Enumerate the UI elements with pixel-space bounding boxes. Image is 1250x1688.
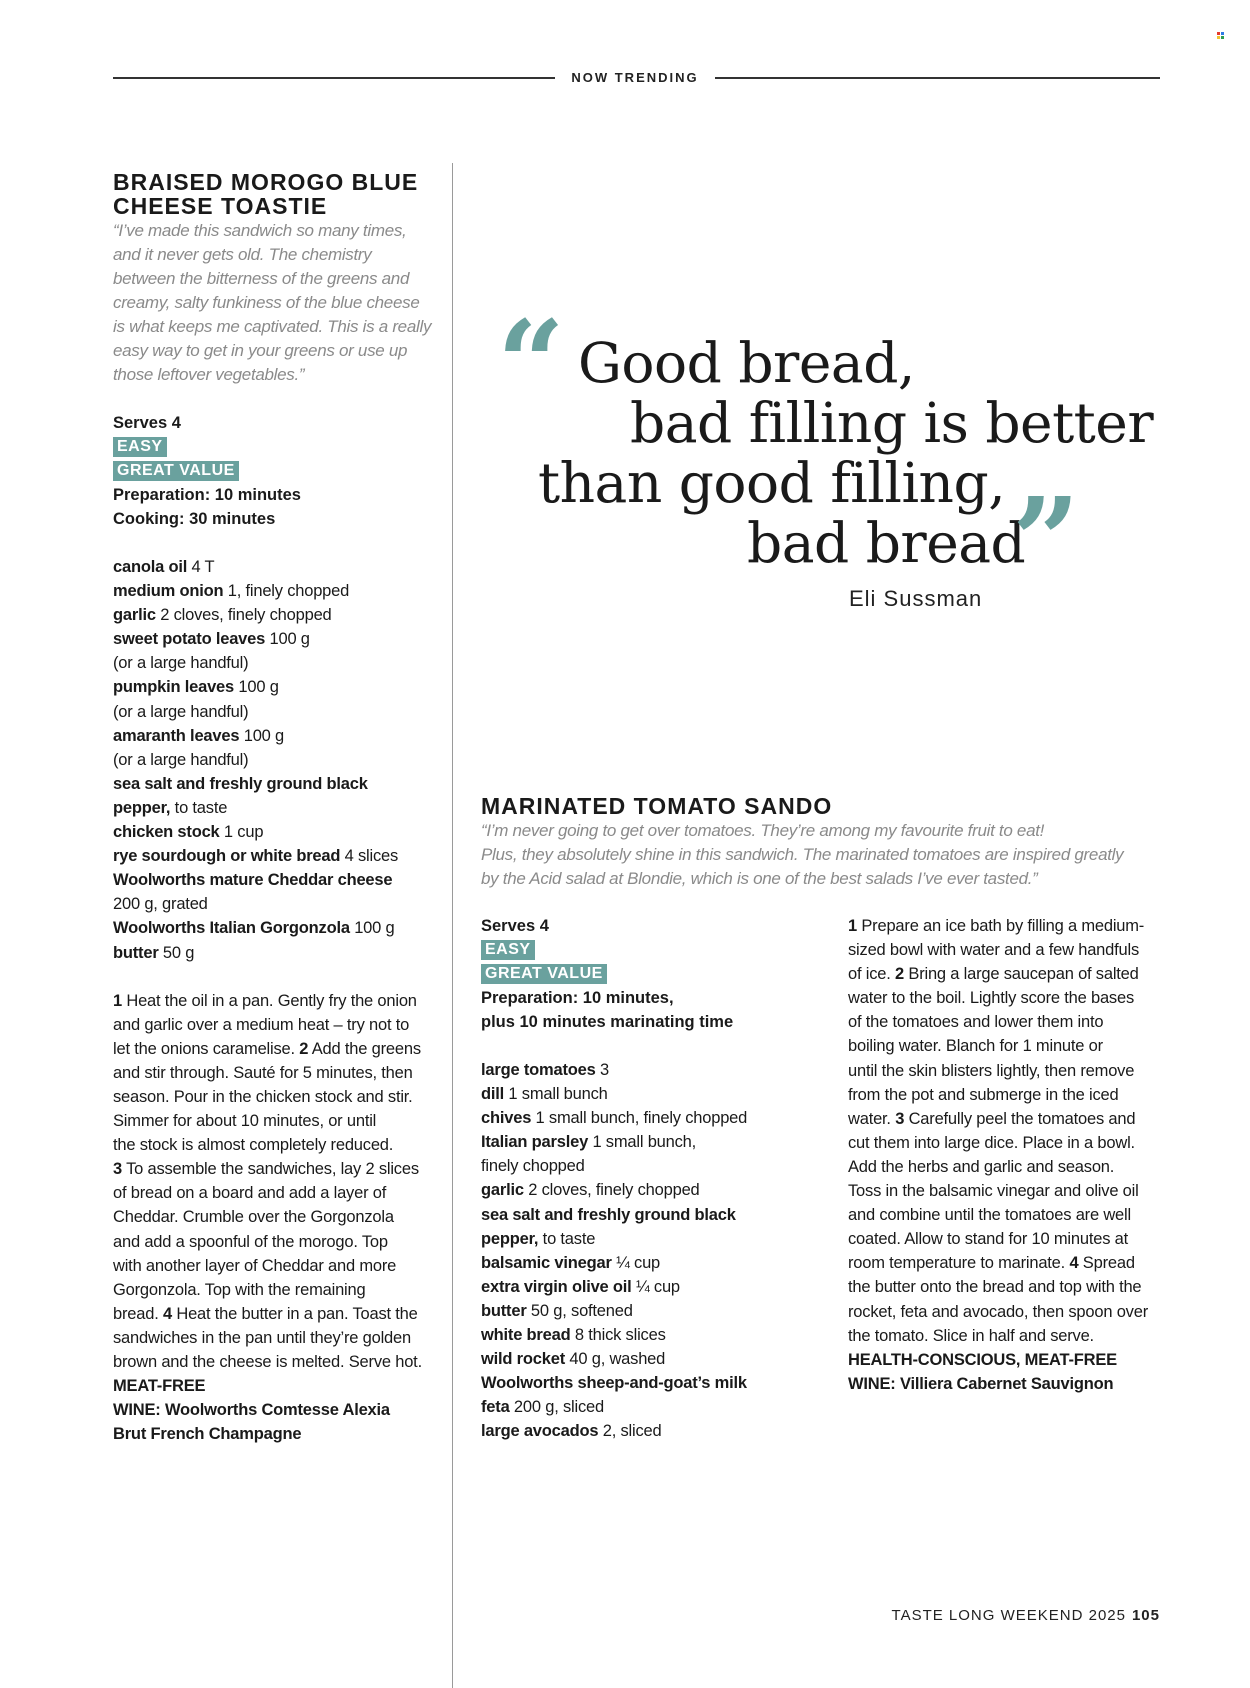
ingredient-line: pumpkin leaves 100 g: [113, 678, 279, 697]
section-label: NOW TRENDING: [571, 70, 699, 85]
ingredient-line: large tomatoes 3: [481, 1061, 609, 1079]
ingredient-line: large avocados 2, sliced: [481, 1422, 662, 1441]
preparation-time: Preparation: 10 minutes: [113, 486, 301, 504]
ingredient-line: medium onion 1, finely chopped: [113, 582, 350, 601]
ingredient-line: sea salt and freshly ground black: [113, 774, 368, 793]
ingredient-line: feta 200 g, sliced: [481, 1398, 604, 1417]
page-number: 105: [1131, 1607, 1160, 1624]
diet-tag: HEALTH-CONSCIOUS, MEAT-FREE: [848, 1350, 1117, 1369]
intro-line: creamy, salty funkiness of the blue cheese: [113, 293, 420, 312]
ingredient-line: extra virgin olive oil ¼ cup: [481, 1277, 680, 1296]
ingredient-line: dill 1 small bunch: [481, 1085, 608, 1104]
value-badge: GREAT VALUE: [481, 964, 607, 984]
method-line: water. 3 Carefully peel the tomatoes and: [848, 1109, 1136, 1128]
recipe-2-meta: [481, 914, 821, 1034]
value-badge: GREAT VALUE: [113, 461, 239, 481]
difficulty-badge: EASY: [481, 940, 535, 960]
intro-line: “I’m never going to get over tomatoes. They’re among my favourite fruit to eat!: [481, 821, 1045, 840]
ingredient-line: 200 g, grated: [113, 895, 208, 914]
quote-line-1: Good bread,: [578, 331, 915, 395]
difficulty-badge: EASY: [113, 437, 167, 457]
ingredient-line: pepper, to taste: [113, 798, 228, 817]
ingredient-line: (or a large handful): [113, 654, 249, 673]
method-line: 1 Prepare an ice bath by filling a medium-: [848, 917, 1145, 935]
ingredient-line: balsamic vinegar ¼ cup: [481, 1253, 661, 1272]
ingredient-line: amaranth leaves 100 g: [113, 726, 285, 745]
recipe-2-method: [848, 914, 1178, 1396]
intro-line: between the bitterness of the greens and: [113, 269, 410, 288]
intro-line: and it never gets old. The chemistry: [113, 245, 372, 264]
method-line: until the skin blisters lightly, then remove: [848, 1061, 1135, 1080]
recipe-2-intro: [481, 819, 1171, 891]
serves: Serves 4: [481, 917, 549, 935]
method-line: and garlic over a medium heat – try not to: [113, 1015, 410, 1034]
wine-pairing: WINE: Villiera Cabernet Sauvignon: [848, 1374, 1114, 1393]
recipe-2: [481, 794, 1171, 891]
method-line: and stir through. Sauté for 5 minutes, then: [113, 1063, 413, 1082]
method-line: Toss in the balsamic vinegar and olive oil: [848, 1182, 1139, 1201]
preparation-time-extra: plus 10 minutes marinating time: [481, 1013, 734, 1031]
ingredient-line: garlic 2 cloves, finely chopped: [481, 1181, 700, 1200]
method-line: the tomato. Slice in half and serve.: [848, 1326, 1094, 1345]
close-quote-icon: ”: [1012, 471, 1080, 610]
ingredient-line: white bread 8 thick slices: [481, 1326, 666, 1345]
ingredient-line: Woolworths sheep-and-goat’s milk: [481, 1374, 747, 1393]
open-quote-icon: “: [497, 294, 565, 433]
recipe-2-title: MARINATED TOMATO SANDO: [481, 793, 833, 819]
preparation-time: Preparation: 10 minutes,: [481, 989, 674, 1007]
ingredient-line: butter 50 g, softened: [481, 1301, 633, 1320]
header-rule-left: [113, 77, 555, 79]
recipe-1: [113, 170, 433, 1446]
method-line: bread. 4 Heat the butter in a pan. Toast the: [113, 1304, 418, 1323]
method-line: Cheddar. Crumble over the Gorgonzola: [113, 1208, 394, 1227]
ingredient-line: wild rocket 40 g, washed: [481, 1350, 666, 1369]
column-divider: [452, 163, 453, 1688]
quote-line-3: than good filling,: [538, 451, 1006, 515]
method-line: Gorgonzola. Top with the remaining: [113, 1280, 366, 1299]
diet-tag: MEAT-FREE: [113, 1377, 206, 1396]
ingredient-line: butter 50 g: [113, 943, 195, 962]
method-line: water to the boil. Lightly score the bases: [848, 989, 1135, 1008]
method-line: 3 To assemble the sandwiches, lay 2 slices: [113, 1160, 419, 1179]
method-line: of bread on a board and add a layer of: [113, 1184, 387, 1203]
method-line: sandwiches in the pan until they’re golden: [113, 1328, 411, 1347]
intro-line: those leftover vegetables.”: [113, 365, 305, 384]
method-line: rocket, feta and avocado, then spoon over: [848, 1302, 1149, 1321]
method-line: Simmer for about 10 minutes, or until: [113, 1112, 377, 1131]
serves: Serves 4: [113, 414, 181, 432]
method-line: and combine until the tomatoes are well: [848, 1206, 1131, 1225]
ingredient-line: chives 1 small bunch, finely chopped: [481, 1109, 748, 1128]
recipe-1-intro: [113, 219, 433, 387]
publication-name: TASTE LONG WEEKEND 2025: [891, 1607, 1126, 1624]
header-rule-right: [715, 77, 1160, 79]
ingredient-line: garlic 2 cloves, finely chopped: [113, 606, 332, 625]
ingredient-line: finely chopped: [481, 1157, 585, 1176]
quote-author: Eli Sussman: [849, 586, 983, 611]
method-line: season. Pour in the chicken stock and stir.: [113, 1087, 413, 1106]
intro-line: “I’ve made this sandwich so many times,: [113, 221, 407, 240]
ingredient-line: sea salt and freshly ground black: [481, 1205, 736, 1224]
ingredient-line: Woolworths mature Cheddar cheese: [113, 871, 393, 890]
ingredient-line: Italian parsley 1 small bunch,: [481, 1133, 697, 1152]
method-line: boiling water. Blanch for 1 minute or: [848, 1037, 1103, 1056]
method-line: from the pot and submerge in the iced: [848, 1085, 1119, 1104]
method-line: cut them into large dice. Place in a bowl.: [848, 1133, 1135, 1152]
method-line: sized bowl with water and a few handfuls: [848, 941, 1139, 960]
quote-line-2: bad filling is better: [630, 391, 1154, 455]
ingredient-line: (or a large handful): [113, 702, 249, 721]
recipe-1-title-line1: BRAISED MOROGO BLUE: [113, 169, 419, 195]
method-line: with another layer of Cheddar and more: [113, 1256, 397, 1275]
method-line: 1 Heat the oil in a pan. Gently fry the onion: [113, 991, 417, 1010]
intro-line: is what keeps me captivated. This is a really: [113, 317, 432, 336]
cooking-time: Cooking: 30 minutes: [113, 510, 276, 528]
wine-pairing-line2: Brut French Champagne: [113, 1425, 302, 1444]
recipe-2-left-column: [481, 914, 821, 1444]
page-footer: [892, 1607, 1160, 1624]
recipe-1-method: [113, 989, 433, 1447]
print-color-mark: [1217, 32, 1224, 39]
intro-line: Plus, they absolutely shine in this sandwich. The marinated tomatoes are inspired greatly: [481, 845, 1124, 864]
method-line: of the tomatoes and lower them into: [848, 1013, 1104, 1032]
recipe-1-ingredients: [113, 555, 433, 965]
intro-line: easy way to get in your greens or use up: [113, 341, 408, 360]
method-line: coated. Allow to stand for 10 minutes at: [848, 1230, 1129, 1249]
method-line: let the onions caramelise. 2 Add the greens: [113, 1039, 421, 1058]
ingredient-line: rye sourdough or white bread 4 slices: [113, 847, 399, 866]
recipe-1-title-line2: CHEESE TOASTIE: [113, 193, 328, 219]
wine-pairing-line1: WINE: Woolworths Comtesse Alexia: [113, 1401, 390, 1420]
method-line: Add the herbs and garlic and season.: [848, 1157, 1115, 1176]
ingredient-line: chicken stock 1 cup: [113, 823, 264, 842]
ingredient-line: (or a large handful): [113, 750, 249, 769]
recipe-2-ingredients: [481, 1058, 821, 1444]
ingredient-line: Woolworths Italian Gorgonzola 100 g: [113, 919, 395, 938]
recipe-1-title: [113, 170, 433, 218]
intro-line: by the Acid salad at Blondie, which is one of the best salads I’ve ever tasted.”: [481, 869, 1038, 888]
ingredient-line: canola oil 4 T: [113, 558, 215, 576]
method-line: the stock is almost completely reduced.: [113, 1136, 394, 1155]
method-line: the butter onto the bread and top with the: [848, 1278, 1142, 1297]
method-line: of ice. 2 Bring a large saucepan of salted: [848, 965, 1139, 984]
method-line: brown and the cheese is melted. Serve hot.: [113, 1353, 422, 1371]
method-line: room temperature to marinate. 4 Spread: [848, 1254, 1135, 1273]
ingredient-line: pepper, to taste: [481, 1229, 596, 1248]
quote-line-4: bad bread: [747, 511, 1026, 575]
ingredient-line: sweet potato leaves 100 g: [113, 630, 310, 649]
method-line: and add a spoonful of the morogo. Top: [113, 1232, 388, 1251]
recipe-1-meta: [113, 411, 433, 531]
